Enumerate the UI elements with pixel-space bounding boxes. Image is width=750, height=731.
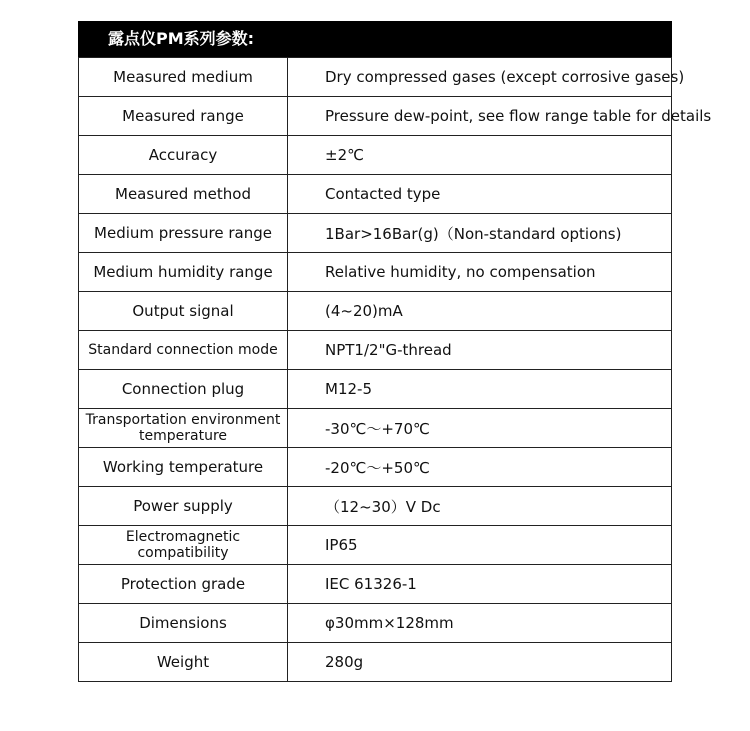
- table-row: [79, 487, 672, 526]
- row-value: NPT1/2"G-thread: [288, 331, 672, 370]
- row-value: -30℃～+70℃: [288, 409, 672, 448]
- row-label: Transportation environment temperature: [79, 409, 288, 448]
- row-value: Pressure dew-point, see flow range table for details: [288, 97, 672, 136]
- row-label: Connection plug: [79, 370, 288, 409]
- row-value: φ30mm×128mm: [288, 604, 672, 643]
- row-label: Output signal: [79, 292, 288, 331]
- row-label: Measured method: [79, 175, 288, 214]
- row-value: M12-5: [288, 370, 672, 409]
- table-row: [79, 409, 672, 448]
- row-label: Measured medium: [79, 58, 288, 97]
- row-label: Accuracy: [79, 136, 288, 175]
- row-label: Medium humidity range: [79, 253, 288, 292]
- table-row: [79, 331, 672, 370]
- row-label: Standard connection mode: [79, 331, 288, 370]
- spec-table-container: [78, 21, 712, 682]
- row-label: Weight: [79, 643, 288, 682]
- row-value: ±2℃: [288, 136, 672, 175]
- row-value: IP65: [288, 526, 672, 565]
- row-label: Dimensions: [79, 604, 288, 643]
- row-label: Electromagnetic compatibility: [79, 526, 288, 565]
- row-value: Relative humidity, no compensation: [288, 253, 672, 292]
- table-row: [79, 604, 672, 643]
- table-row: [79, 526, 672, 565]
- row-value: (4~20)mA: [288, 292, 672, 331]
- row-value: Contacted type: [288, 175, 672, 214]
- row-value: IEC 61326-1: [288, 565, 672, 604]
- row-label: Protection grade: [79, 565, 288, 604]
- table-row: [79, 58, 672, 97]
- row-label: Working temperature: [79, 448, 288, 487]
- table-row: [79, 97, 672, 136]
- table-title: 露点仪PM系列参数:: [78, 21, 672, 57]
- table-row: [79, 253, 672, 292]
- row-label: Measured range: [79, 97, 288, 136]
- row-value: （12~30）V Dc: [288, 487, 672, 526]
- row-label: Medium pressure range: [79, 214, 288, 253]
- row-value: 280g: [288, 643, 672, 682]
- row-label: Power supply: [79, 487, 288, 526]
- row-value: Dry compressed gases (except corrosive gases): [288, 58, 672, 97]
- table-row: [79, 643, 672, 682]
- table-row: [79, 175, 672, 214]
- spec-table: [78, 57, 712, 682]
- row-value: 1Bar>16Bar(g)（Non-standard options): [288, 214, 672, 253]
- row-value: -20℃～+50℃: [288, 448, 672, 487]
- table-row: [79, 448, 672, 487]
- table-row: [79, 565, 672, 604]
- table-row: [79, 370, 672, 409]
- table-row: [79, 214, 672, 253]
- table-row: [79, 136, 672, 175]
- table-row: [79, 292, 672, 331]
